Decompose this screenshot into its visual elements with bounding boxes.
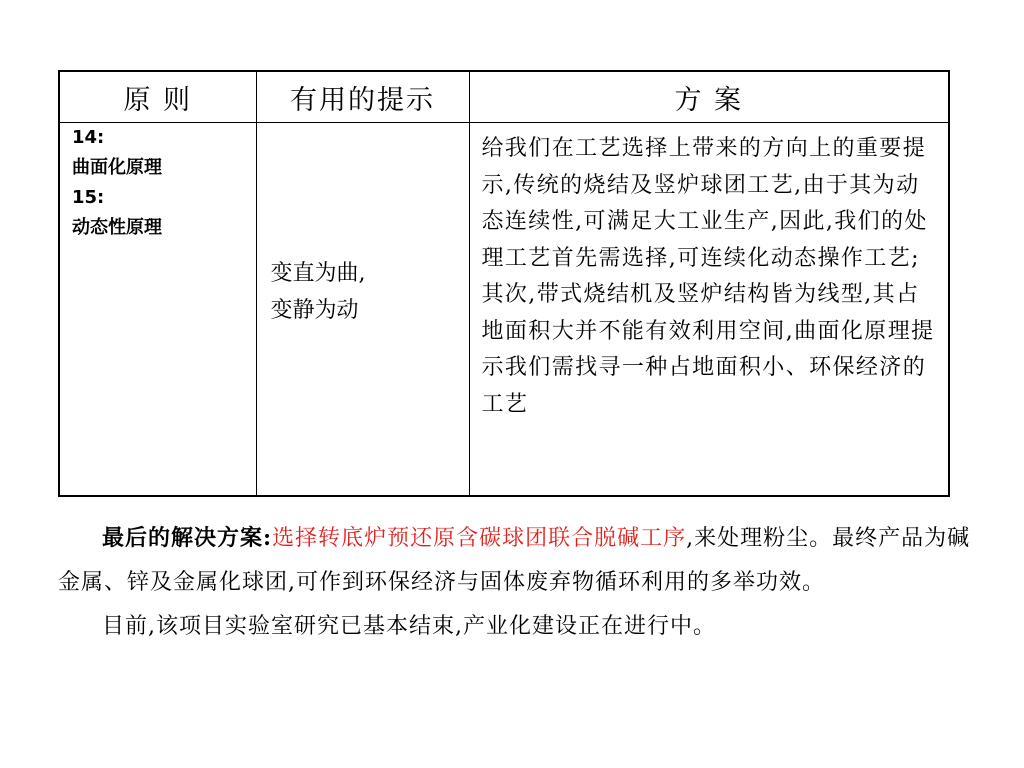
status-paragraph: 目前,该项目实验室研究已基本结束,产业化建设正在进行中。 — [102, 614, 716, 639]
conclusion-lead: 最后的解决方案: — [102, 525, 273, 551]
body-text — [58, 516, 988, 649]
principle-number-14: 14: — [72, 127, 105, 148]
table-row — [59, 123, 949, 497]
hint-line-2: 变静为动 — [270, 298, 359, 323]
conclusion-highlight: 选择转底炉预还原含碳球团联合脱碱工序 — [272, 526, 687, 551]
hint-line-1: 变直为曲, — [270, 261, 366, 286]
header-principle: 原 则 — [59, 71, 256, 123]
header-hint: 有用的提示 — [256, 71, 469, 123]
table-header-row — [59, 71, 949, 123]
conclusion-paragraph — [58, 516, 988, 605]
principle-number-15: 15: — [72, 187, 105, 208]
header-plan: 方 案 — [469, 71, 949, 123]
hint-cell — [256, 123, 469, 497]
conclusion-rest: ,来处理粉尘。最终产品为碱金属、锌及金属化球团,可作到环保经济与固体废弃物循环利用的多举功效。 — [58, 526, 971, 595]
plan-cell: 给我们在工艺选择上带来的方向上的重要提示,传统的烧结及竖炉球团工艺,由于其为动态连续性,可满足大工业生产,因此,我们的处理工艺首先需选择,可连续化动态操作工艺;其次,带式烧结机及竖炉结构皆为线型,其占地面积大并不能有效利用空间,曲面化原理提示我们需找寻一种占地面积小、环保经济的工艺 — [469, 123, 949, 497]
principles-table — [58, 70, 950, 497]
principle-cell — [59, 123, 256, 497]
principle-name-dynamics: 动态性原理 — [72, 217, 162, 238]
principle-name-curvature: 曲面化原理 — [72, 157, 162, 178]
